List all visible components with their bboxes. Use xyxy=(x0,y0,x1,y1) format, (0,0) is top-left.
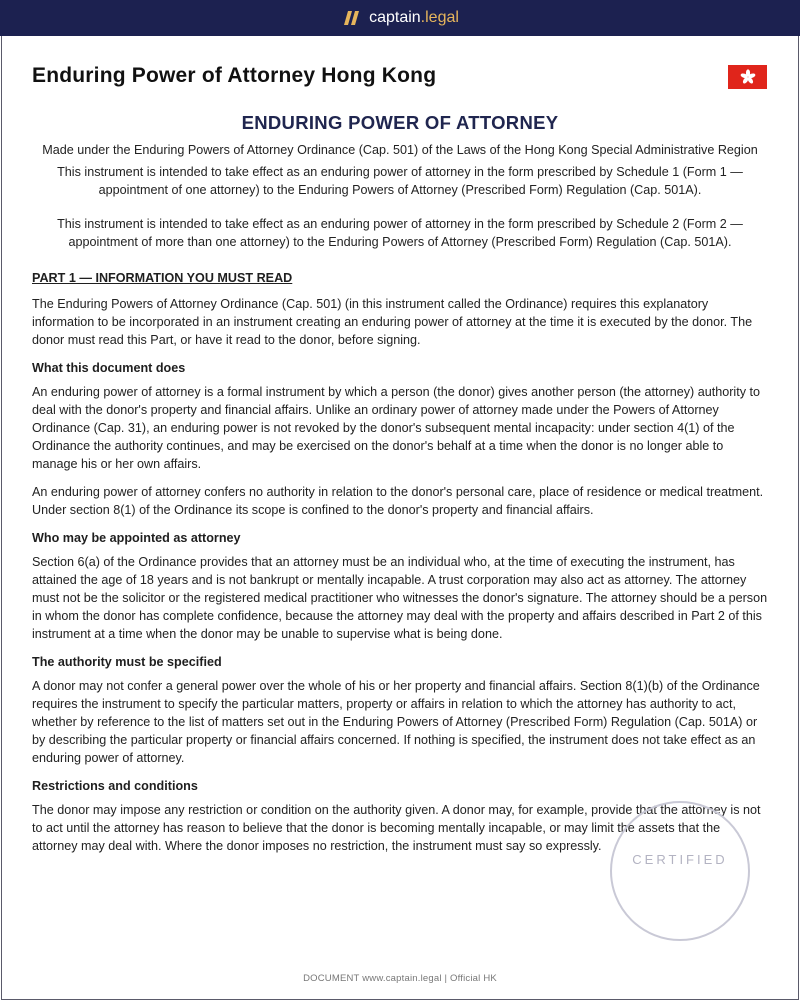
section-what-para-1: An enduring power of attorney is a formal instrument by which a person (the donor) gives another person (the attorney) authority to deal with the donor's property and financial affairs. Unlike an ordinary power of attorney made under the Powers of Attorney Ordinance (Cap. 31), an enduring power is not revoked by the donor's subsequent mental incapacity: under section 4(1) of the Ordinance the authority continues, and may be exercised on the donor's behalf at a time when the donor is no longer able to manage his or her own affairs. xyxy=(32,385,761,471)
hong-kong-flag-icon xyxy=(728,65,767,89)
section-heading-authority: The authority must be specified xyxy=(32,655,222,669)
stamp-text: CERTIFIED xyxy=(632,851,728,867)
section-who-para-1: Section 6(a) of the Ordinance provides that an attorney must be an individual who, at the time of executing the instrument, has attained the age of 18 years and is not bankrupt or mentally incapable. A trust corporation may also act as attorney. The attorney must not be the solicitor or the registered medical practitioner who witnesses the donor's signature. The attorney should be a person in whom the donor has complete confidence, because the attorney may deal with the property and affairs described in Part 2 of this instrument at a time when the donor may be unable to supervise what is being done. xyxy=(32,555,768,641)
bauhinia-icon xyxy=(740,69,756,85)
part-1-heading: PART 1 — INFORMATION YOU MUST READ xyxy=(32,271,293,285)
page-title: Enduring Power of Attorney Hong Kong xyxy=(32,64,437,87)
schedule-1-statement: This instrument is intended to take effect as an enduring power of attorney in the form prescribed by Schedule 1 (Form 1 — appointment of one attorney) to the Enduring Powers of Attorney (Prescribed Form) Regulation (Cap. 501A). xyxy=(57,165,743,197)
section-restrictions-para-1: The donor may impose any restriction or condition on the authority given. A donor may, for example, provide that the attorney is not to act until the attorney has reason to believe that the donor is becoming mentally incapable, or may limit the assets that the attorney may deal with. Where the donor imposes no restriction, the instrument must say so expressly. xyxy=(32,803,761,853)
document-title: ENDURING POWER OF ATTORNEY xyxy=(241,112,559,133)
top-brand-bar xyxy=(0,0,800,36)
section-authority-para-1: A donor may not confer a general power over the whole of his or her property and financial affairs. Section 8(1)(b) of the Ordinance requires the instrument to specify the particular matters, property or affairs in relation to which the attorney has authority to act, whether by reference to the list of matters set out in the Enduring Powers of Attorney (Prescribed Form) Regulation (Cap. 501A) or by describing the particular property or financial affairs concerned. If nothing is specified, the instrument does not take effect as an enduring power of attorney. xyxy=(32,679,760,765)
captain-legal-logo-icon xyxy=(341,10,361,26)
page-footer: DOCUMENT www.captain.legal | Official HK xyxy=(303,973,497,984)
document-body xyxy=(32,111,768,865)
section-heading-restrictions: Restrictions and conditions xyxy=(32,779,198,793)
schedule-2-statement: This instrument is intended to take effect as an enduring power of attorney in the form prescribed by Schedule 2 (Form 2 — appointment of more than one attorney) to the Enduring Powers of Attorney (Prescribed Form) Regulation (Cap. 501A). xyxy=(57,217,743,249)
brand-name: captain xyxy=(369,9,421,26)
part-1-intro: The Enduring Powers of Attorney Ordinance (Cap. 501) (in this instrument called the Ordinance) requires this explanatory information to be incorporated in an instrument creating an enduring power of attorney at the time it is executed by the donor. The donor must read this Part, or have it read to the donor, before signing. xyxy=(32,297,753,347)
made-under-statement: Made under the Enduring Powers of Attorney Ordinance (Cap. 501) of the Laws of the Hong Kong Special Administrative Region xyxy=(42,143,758,157)
section-heading-what: What this document does xyxy=(32,361,186,375)
section-heading-who: Who may be appointed as attorney xyxy=(32,531,241,545)
brand[interactable] xyxy=(341,9,459,27)
section-what-para-2: An enduring power of attorney confers no authority in relation to the donor's personal care, place of residence or medical treatment. Under section 8(1) of the Ordinance its scope is confined to the donor's property and financial affairs. xyxy=(32,485,764,517)
brand-suffix: .legal xyxy=(420,9,459,26)
certified-stamp xyxy=(610,801,750,941)
